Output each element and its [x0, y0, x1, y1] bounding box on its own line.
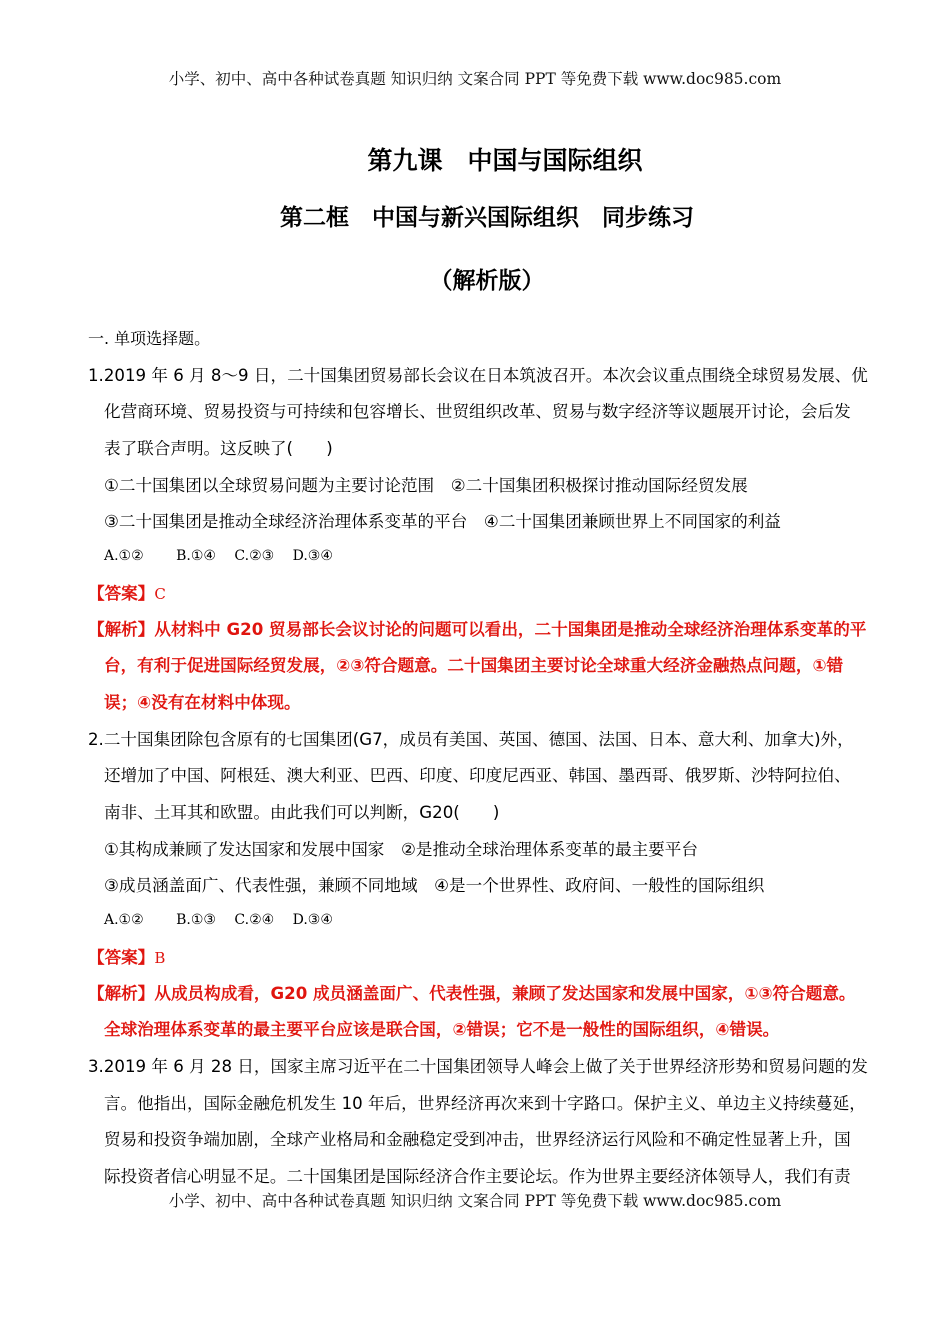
question-2-line: 南非、土耳其和欧盟。由此我们可以判断，G20( ) [104, 803, 500, 822]
question-1-analysis-line [104, 652, 843, 676]
question-3-line: 贸易和投资争端加剧，全球产业格局和金融稳定受到冲击，世界经济运行风险和不确定性显著上升，国 [104, 1130, 851, 1149]
question-1-options: A.①② B.①④ C.②③ D.③④ [104, 548, 333, 564]
question-2-analysis-line [104, 1016, 779, 1040]
analysis-tag: 【解析】 [88, 620, 155, 639]
question-3-line: 3.2019 年 6 月 28 日，国家主席习近平在二十国集团领导人峰会上做了关于世界经济形势和贸易问题的发 [88, 1057, 868, 1076]
answer-tag: 【答案】 [88, 584, 155, 603]
answer-value: C [154, 585, 166, 603]
question-2-options: A.①② B.①③ C.②④ D.③④ [104, 912, 333, 928]
section-heading: 一. 单项选择题。 [88, 329, 211, 348]
question-1-analysis-line [104, 689, 301, 713]
analysis-text: 全球治理体系变革的最主要平台应该是联合国，②错误；它不是一般性的国际组织，④错误。 [104, 1020, 780, 1039]
analysis-text: 从成员构成看，G20 成员涵盖面广、代表性强，兼顾了发达国家和发展中国家，①③符合题意。 [154, 984, 856, 1003]
question-2-analysis [88, 980, 856, 1004]
edition-label: （解析版） [429, 268, 545, 294]
question-3-line: 言。他指出，国际金融危机发生 10 年后，世界经济再次来到十字路口。保护主义、单边主义持续蔓延， [104, 1094, 866, 1113]
question-2-statement: ①其构成兼顾了发达国家和发展中国家 ②是推动全球治理体系变革的最主要平台 [104, 840, 698, 859]
question-1-analysis [88, 616, 866, 640]
question-2-line: 2.二十国集团除包含原有的七国集团(G7，成员有美国、英国、德国、法国、日本、意大利、加拿大)外， [88, 730, 854, 749]
question-2-answer [88, 944, 165, 968]
question-1-line: 化营商环境、贸易投资与可持续和包容增长、世贸组织改革、贸易与数字经济等议题展开讨论，会后发 [104, 402, 851, 421]
section-title: 第二框 中国与新兴国际组织 同步练习 [280, 205, 694, 231]
question-1-line: 表了联合声明。这反映了( ) [104, 439, 333, 458]
question-1-statement: ①二十国集团以全球贸易问题为主要讨论范围 ②二十国集团积极探讨推动国际经贸发展 [104, 476, 748, 495]
question-3-line: 际投资者信心明显不足。二十国集团是国际经济合作主要论坛。作为世界主要经济体领导人，我们有责 [104, 1167, 851, 1186]
page-footer: 小学、初中、高中各种试卷真题 知识归纳 文案合同 PPT 等免费下载 www.doc985.com [168, 1192, 782, 1210]
analysis-tag: 【解析】 [88, 984, 155, 1003]
answer-value: B [154, 949, 166, 967]
question-2-line: 还增加了中国、阿根廷、澳大利亚、巴西、印度、印度尼西亚、韩国、墨西哥、俄罗斯、沙特阿拉伯、 [104, 766, 851, 785]
question-1-line: 1.2019 年 6 月 8～9 日，二十国集团贸易部长会议在日本筑波召开。本次会议重点围绕全球贸易发展、优 [88, 366, 868, 385]
analysis-text: 台，有利于促进国际经贸发展，②③符合题意。二十国集团主要讨论全球重大经济金融热点问题，①错 [104, 656, 844, 675]
question-1-statement: ③二十国集团是推动全球经济治理体系变革的平台 ④二十国集团兼顾世界上不同国家的利益 [104, 512, 781, 531]
lesson-title: 第九课 中国与国际组织 [367, 146, 643, 175]
answer-tag: 【答案】 [88, 948, 155, 967]
question-2-statement: ③成员涵盖面广、代表性强，兼顾不同地域 ④是一个世界性、政府间、一般性的国际组织 [104, 876, 765, 895]
question-1-answer [88, 580, 166, 604]
page-header: 小学、初中、高中各种试卷真题 知识归纳 文案合同 PPT 等免费下载 www.doc985.com [168, 70, 782, 88]
analysis-text: 从材料中 G20 贸易部长会议讨论的问题可以看出，二十国集团是推动全球经济治理体系变革的平 [154, 620, 867, 639]
analysis-text: 误；④没有在材料中体现。 [104, 693, 301, 712]
